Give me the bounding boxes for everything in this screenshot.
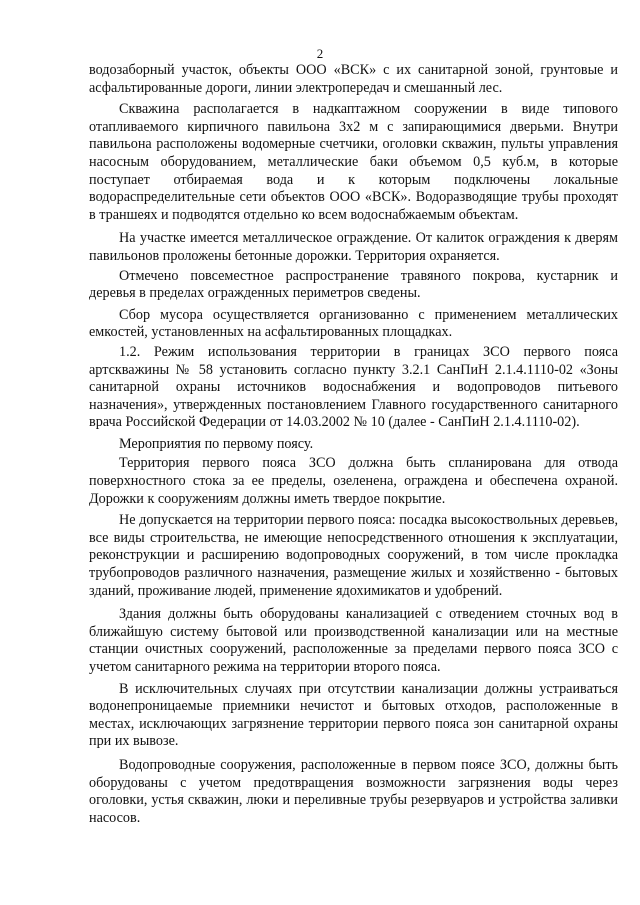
paragraph-sewerage: Здания должны быть оборудованы канализацией с отведением сточных вод в ближайшую систему бытовой или производственной канализации или на местные станции очистных сооружений, расположенные за пределами первого пояса ЗСО с учетом санитарного режима на территории второго пояса. <box>89 606 618 675</box>
paragraph-well-pavilion: Скважина располагается в надкаптажном сооружении в виде типового отапливаемого кирпичного павильона 3х2 м с запирающимися дверьми. Внутри павильона расположены водомерные счетчики, оголовки скважин, пульты управления насосным оборудованием, металлические баки объемом 0,5 куб.м, в которые поступает отбираемая вода и к которым подключены локальные водораспределительные сети объектов ООО «ВСК». Водоразводящие трубы проходят в траншеях и подводятся отдельно ко всем водоснабжаемым объектам. <box>89 101 618 223</box>
paragraph-exceptional-cases: В исключительных случаях при отсутствии канализации должны устраиваться водонепроницаемые приемники нечистот и бытовых отходов, расположенные в местах, исключающих загрязнение территории первого пояса зон санитарной охраны при их вывозе. <box>89 680 618 750</box>
paragraph-territory-planning: Территория первого пояса ЗСО должна быть спланирована для отвода поверхностного стока за ее пределы, озеленена, ограждена и обеспечена охраной. Дорожки к сооружениям должны иметь твердое покрытие. <box>89 455 618 507</box>
paragraph-usage-regime: 1.2. Режим использования территории в границах ЗСО первого пояса артскважины № 58 установить согласно пункту 3.2.1 СанПиН 2.1.4.1110-02 «Зоны санитарной охраны источников водоснабжения и водопроводов питьевого назначения», утвержденных постановлением Главного государственного санитарного врача Российской Федерации от 14.03.2002 № 10 (далее - СанПиН 2.1.4.1110-02). <box>89 343 618 431</box>
document-body <box>89 62 618 827</box>
paragraph-vegetation: Отмечено повсеместное распространение травяного покрова, кустарник и деревья в пределах огражденных периметров сведены. <box>89 267 618 302</box>
page-number: 2 <box>316 46 324 61</box>
paragraph-fencing: На участке имеется металлическое ограждение. От калиток ограждения к дверям павильонов проложены бетонные дорожки. Территория охраняется. <box>89 230 618 264</box>
paragraph-intro-continued: водозаборный участок, объекты ООО «ВСК» с их санитарной зоной, грунтовые и асфальтированные дороги, линии электропередач и смешанный лес. <box>89 62 618 96</box>
paragraph-water-structures: Водопроводные сооружения, расположенные в первом поясе ЗСО, должны быть оборудованы с учетом предотвращения возможности загрязнения воды через оголовки, устья скважин, люки и переливные трубы резервуаров и устройства заливки насосов. <box>89 756 618 826</box>
paragraph-first-zone-measures-heading: Мероприятия по первому поясу. <box>119 435 314 452</box>
paragraph-waste-collection: Сбор мусора осуществляется организованно с применением металлических емкостей, установленных на асфальтированных площадках. <box>89 306 618 341</box>
paragraph-prohibitions: Не допускается на территории первого пояса: посадка высокоствольных деревьев, все виды строительства, не имеющие непосредственного отношения к эксплуатации, реконструкции и расширению водопроводных сооружений, в том числе прокладка трубопроводов различного назначения, размещение жилых и хозяйственно - бытовых зданий, проживание людей, применение ядохимикатов и удобрений. <box>89 512 618 599</box>
